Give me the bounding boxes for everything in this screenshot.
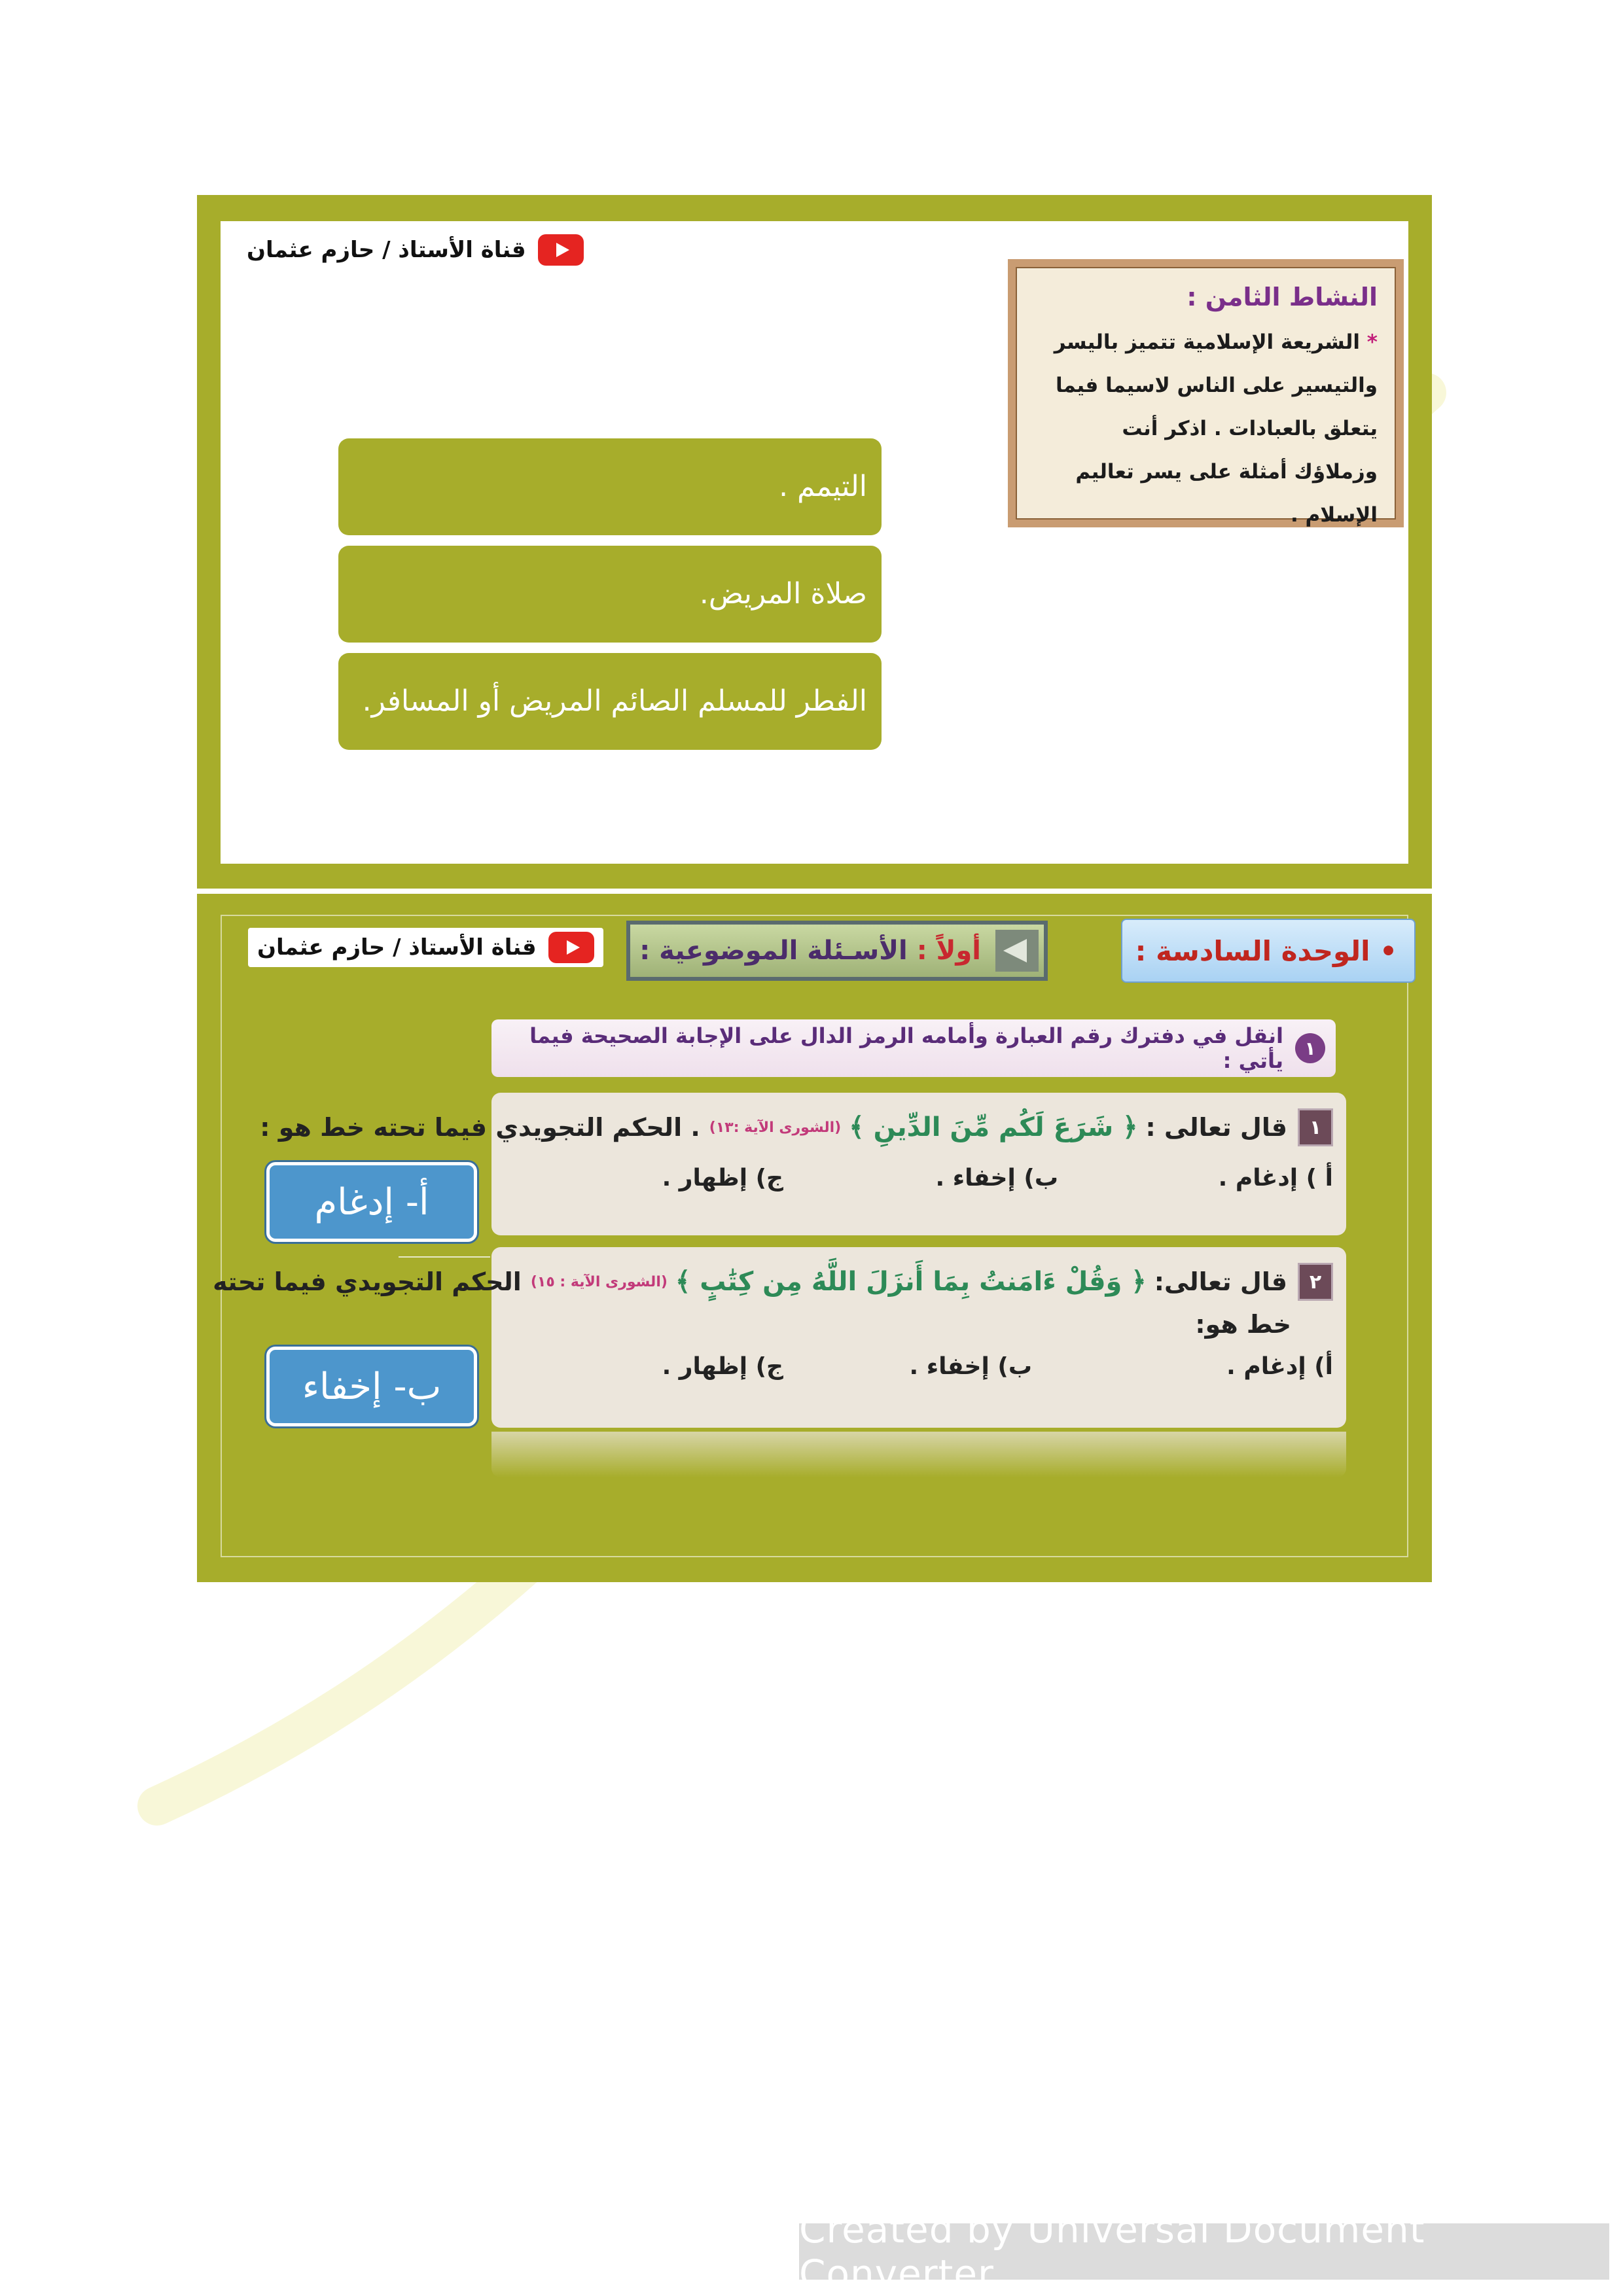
- verse-reference: (الشورى الآية :١٣): [709, 1119, 842, 1136]
- slide-inner: [221, 221, 1408, 864]
- youtube-icon: [538, 234, 584, 266]
- option-b[interactable]: ب) إخفاء .: [909, 1353, 1032, 1380]
- divider: [197, 889, 1432, 894]
- unit-title: • الوحدة السادسة :: [1121, 919, 1416, 983]
- answer-box-breaking-fast[interactable]: الفطر للمسلم الصائم المريض أو المسافر.: [338, 653, 882, 750]
- question-number: ٢: [1298, 1263, 1333, 1301]
- activity-text: * الشريعة الإسلامية تتميز باليسر والتيسير على الناس لاسيما فيما يتعلق بالعبادات . اذكر أنت وزملاؤك أمثلة على يسر تعاليم الإسلام .: [1054, 330, 1378, 527]
- quran-verse: ﴿ شَرَعَ لَكُم مِّنَ الدِّينِ ﴾: [849, 1112, 1138, 1142]
- quran-verse: ﴿ وَقُلْ ءَامَنتُ بِمَا أَنزَلَ اللَّهُ مِن كِتَٰبٍ ﴾: [675, 1267, 1147, 1297]
- connector-line: [399, 1256, 490, 1258]
- options-row: [505, 1165, 1333, 1192]
- channel-label: قناة الأستاذ / حازم عثمان: [248, 928, 603, 967]
- activity-title: النشاط الثامن :: [1186, 283, 1378, 311]
- option-c[interactable]: ج) إظهار .: [662, 1353, 783, 1380]
- converter-watermark: Created by Universal Document Converter: [799, 2223, 1609, 2280]
- answer-button-ikhfa[interactable]: ب- إخفاء: [266, 1347, 477, 1426]
- arrow-left-icon: [995, 930, 1039, 972]
- option-c[interactable]: ج) إظهار .: [662, 1165, 783, 1192]
- question-1: ١ قال تعالى : ﴿ شَرَعَ لَكُم مِّنَ الدِّينِ ﴾ (الشورى الآية :١٣) . الحكم التجويدي فيما تحته خط هو : أ ) إدغام . ب) إخفاء . ج) إظهار .: [491, 1093, 1346, 1235]
- instruction-bar: ١ انقل في دفترك رقم العبارة وأمامه الرمز الدال على الإجابة الصحيحة فيما يأتي :: [491, 1019, 1336, 1077]
- activity-card-body: [1016, 267, 1396, 527]
- answer-box-tayammum[interactable]: التيمم .: [338, 438, 882, 535]
- options-row: [505, 1353, 1333, 1380]
- section-header: أولاً : الأسـئلة الموضوعية :: [626, 921, 1048, 981]
- option-a[interactable]: أ ) إدغام .: [1218, 1165, 1333, 1192]
- instruction-number: ١: [1295, 1033, 1325, 1063]
- option-b[interactable]: ب) إخفاء .: [935, 1165, 1058, 1192]
- answer-box-sick-prayer[interactable]: صلاة المريض.: [338, 546, 882, 643]
- slide-objective-questions: [197, 889, 1432, 1582]
- channel-label: قناة الأستاذ / حازم عثمان: [247, 234, 584, 266]
- question-2: ٢ قال تعالى: ﴿ وَقُلْ ءَامَنتُ بِمَا أَنزَلَ اللَّهُ مِن كِتَٰبٍ ﴾ (الشورى الآية : ١٥) الحكم التجويدي فيما تحته خط هو: أ) إدغام . ب) إخفاء . ج) إظهار .: [491, 1247, 1346, 1428]
- verse-reference: (الشورى الآية : ١٥): [530, 1273, 668, 1290]
- slide-activity-eight: [197, 195, 1432, 889]
- activity-card: [1008, 259, 1404, 527]
- youtube-icon: [548, 932, 594, 963]
- reflection: [491, 1432, 1346, 1477]
- question-number: ١: [1298, 1108, 1333, 1146]
- answer-button-idgham[interactable]: أ- إدغام: [266, 1162, 477, 1242]
- option-a[interactable]: أ) إدغام .: [1226, 1353, 1333, 1380]
